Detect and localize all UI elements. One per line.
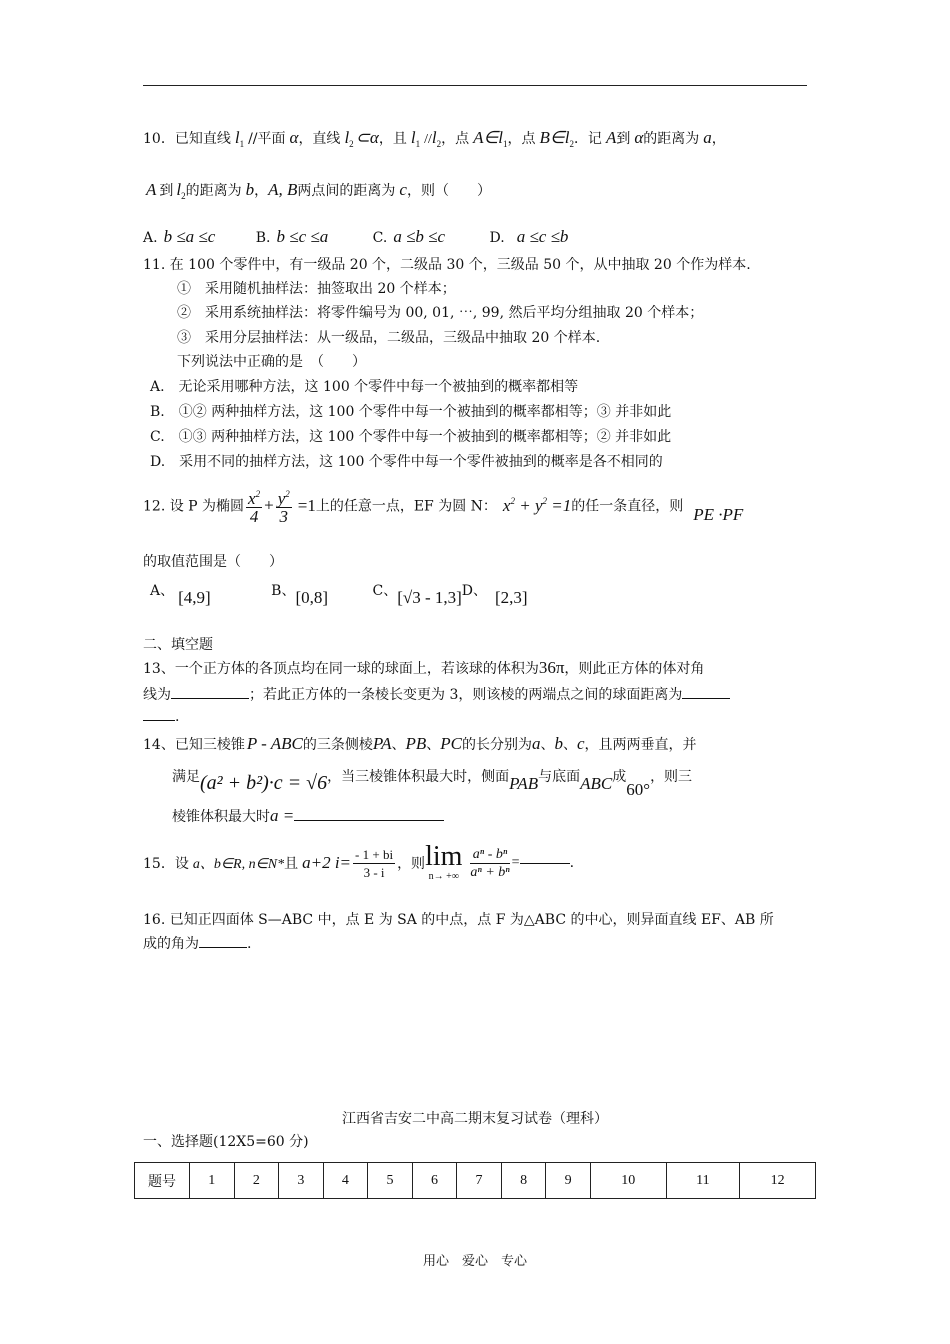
q10-math: ⊂α [355, 128, 379, 147]
q15-text: 且 [284, 856, 299, 872]
question-11-method-1: ① 采用随机抽样法：抽签取出 20 个样本； [177, 281, 456, 297]
option-c: [√3 - 1,3] [397, 588, 462, 607]
q14-math: (a² + b²)·c = √6 [200, 772, 328, 794]
fraction-x [246, 486, 262, 525]
table-cell[interactable]: 2 [234, 1163, 279, 1199]
q14-text: 满足 [172, 769, 200, 785]
table-cell[interactable]: 1 [190, 1163, 235, 1199]
q10-math: a [703, 128, 712, 147]
question-11-option-c: C. ①③ 两种抽样方法，这 100 个零件中每一个被抽到的概率都相等；② 并非如此 [150, 429, 672, 445]
q14-text: 14、已知三棱锥 [143, 737, 245, 753]
question-10-line-2 [146, 180, 491, 201]
table-cell[interactable]: 10 [590, 1163, 666, 1199]
q10-text: 的距离为 [185, 183, 242, 199]
option-a: [4,9] [178, 588, 211, 607]
q12-math: 2 [542, 495, 547, 506]
q15-text: . [569, 855, 575, 871]
q12-math: x [502, 495, 511, 515]
q10-math: 1 [503, 139, 508, 149]
table-header-cell: 题号 [135, 1163, 190, 1199]
table-row [135, 1163, 816, 1199]
question-16-line-1: 16. 已知正四面体 S—ABC 中，点 E 为 SA 的中点，点 F 为△ABC 的中心，则异面直线 EF、AB 所 [143, 912, 774, 928]
question-11-option-d: D. 采用不同的抽样方法，这 100 个零件中每一个零件被抽到的概率是各不相同的 [150, 454, 663, 470]
q10-text: ， [711, 131, 726, 147]
q14-text: ，当三棱锥体积最大时，侧面 [327, 769, 510, 785]
q10-math: B∈l [539, 128, 570, 147]
option-a-label: A. [143, 230, 158, 246]
q10-text: 10．已知直线 [143, 131, 231, 147]
q14-text: 、 [426, 737, 441, 753]
question-11-option-a: A. 无论采用哪种方法，这 100 个零件中每一个被抽到的概率都相等 [150, 379, 579, 395]
q14-math: ABC [580, 774, 613, 793]
answer-blank[interactable] [682, 698, 730, 699]
q14-math: PAB [509, 774, 539, 793]
option-b-label: B. [255, 230, 271, 246]
q10-text: ，点 [441, 131, 470, 147]
q12-math: 2 [255, 489, 261, 499]
q16-text: . [247, 936, 252, 952]
q10-math: b [245, 180, 255, 199]
table-cell[interactable]: 7 [457, 1163, 502, 1199]
q10-math: A [146, 180, 157, 199]
option-b: b ≤c ≤a [276, 227, 329, 246]
q10-math: A, B [268, 180, 298, 199]
q14-text: ，且两两垂直，并 [584, 737, 697, 753]
q15-text: ，则 [397, 856, 426, 872]
answer-blank[interactable] [294, 820, 444, 821]
q10-math: A∈l [473, 128, 504, 147]
table-cell[interactable]: 11 [666, 1163, 739, 1199]
table-cell[interactable]: 6 [412, 1163, 457, 1199]
q14-math: b [554, 734, 563, 753]
q13-text: 线为 [143, 687, 171, 703]
option-c-label: C、 [372, 583, 398, 599]
q14-text: 棱锥体积最大时 [172, 809, 270, 825]
q14-math: a = [270, 806, 295, 825]
answer-table [134, 1162, 816, 1199]
q12-text: 12. 设 P 为椭圆 [143, 498, 245, 515]
q10-text: ， [254, 183, 269, 199]
q10-text: ，则（ ） [406, 183, 491, 199]
question-14-line-2 [172, 766, 692, 800]
q10-text: 的距离为 [643, 131, 700, 147]
table-cell[interactable]: 4 [323, 1163, 368, 1199]
q14-text: 、 [391, 737, 406, 753]
q15-math: 3 - i [363, 864, 385, 880]
header-rule [143, 85, 807, 86]
q15-math: a+2 i= [302, 853, 352, 872]
q10-text: ，点 [507, 131, 536, 147]
question-11-option-b: B. ①② 两种抽样方法，这 100 个零件中每一个被抽到的概率都相等；③ 并非如此 [150, 404, 672, 420]
q12-math: + y [514, 495, 543, 515]
q10-math: l [234, 128, 240, 147]
q15-math: - 1 + bi [355, 846, 394, 862]
q14-text: 、 [562, 737, 577, 753]
question-14-line-3 [172, 806, 444, 826]
q15-math: n→ +∞ [428, 871, 459, 882]
q10-math: A [605, 128, 617, 147]
question-12-line-1 [143, 486, 743, 525]
question-12-line-2: 的取值范围是（ ） [143, 554, 283, 570]
q15-text: 15．设 [143, 856, 189, 872]
q13-text: ，则此正方体的体对角 [564, 661, 705, 677]
q12-math: 4 [249, 507, 259, 526]
q14-math: a [531, 734, 541, 753]
q14-text: 、 [540, 737, 555, 753]
answer-blank[interactable] [171, 698, 249, 699]
q12-math: y [277, 489, 286, 508]
option-d: [2,3] [495, 588, 528, 607]
q10-math: 2 [436, 139, 442, 149]
q10-math: 1 [239, 139, 245, 149]
table-cell[interactable]: 3 [279, 1163, 324, 1199]
option-a: b ≤a ≤c [163, 227, 216, 246]
footer: 用心 爱心 专心 [422, 1254, 527, 1269]
q10-math: // [424, 132, 432, 147]
fraction-limit [470, 846, 509, 881]
q12-math: x [248, 489, 256, 508]
table-cell[interactable]: 8 [501, 1163, 546, 1199]
q13-math: 36π [538, 658, 565, 677]
q10-math: 2 [181, 191, 186, 201]
q10-math: l [176, 180, 182, 199]
option-b-label: B、 [271, 583, 296, 599]
option-b: [0,8] [295, 588, 329, 607]
question-16-line-2 [143, 933, 251, 953]
question-13-line-2 [143, 684, 730, 704]
question-11-ask: 下列说法中正确的是 （ ） [177, 354, 366, 370]
question-12-options [150, 580, 528, 608]
question-11-method-3: ③ 采用分层抽样法：从一级品，二级品，三级品中抽取 20 个样本. [177, 330, 601, 346]
q10-math: 1 [415, 139, 421, 149]
q12-math: 2 [510, 495, 515, 506]
q12-math: 3 [279, 507, 288, 526]
q12-math: =1 [297, 495, 316, 515]
q10-text: ，且 [378, 131, 407, 147]
q14-text: ，则三 [650, 769, 693, 785]
question-15 [143, 843, 574, 883]
option-c-label: C. [372, 230, 388, 246]
q14-math: PC [440, 734, 462, 753]
q10-text: 到 [159, 183, 174, 199]
limit [425, 843, 462, 883]
q14-text: 与底面 [538, 769, 581, 785]
q14-math: PB [405, 734, 427, 753]
answer-blank[interactable] [520, 863, 570, 864]
q12-math: + [264, 495, 274, 515]
q14-math: c [576, 734, 585, 753]
q10-math: α [289, 128, 299, 147]
q12-text: 上的任意一点，EF 为圆 N： [315, 498, 497, 515]
question-10-line-1 [143, 128, 726, 149]
question-14-line-1 [143, 734, 697, 754]
fraction-y [276, 486, 292, 525]
q12-text: 的任一条直径，则 [571, 498, 684, 515]
question-13-line-3 [143, 709, 179, 725]
q15-math: aⁿ - bⁿ [470, 846, 509, 864]
q14-math: P - ABC [246, 734, 303, 753]
q10-text: 到 [616, 131, 631, 147]
question-10-options [143, 227, 568, 247]
q15-math: = [511, 855, 520, 870]
q10-math: l [410, 128, 416, 147]
q12-math: PE ·PF [693, 504, 744, 524]
q10-math: l [344, 128, 350, 147]
section-2-heading: 二、填空题 [143, 637, 213, 653]
q10-text: ．记 [573, 131, 602, 147]
table-cell[interactable]: 9 [546, 1163, 591, 1199]
q14-text: 的三条侧棱 [302, 737, 373, 753]
q14-math: PA [372, 734, 392, 753]
q12-math: 2 [285, 489, 290, 499]
q15-math: a、b∈R, n∈N* [192, 857, 285, 872]
q15-math: lim [425, 841, 463, 872]
q10-text: 两点间的距离为 [297, 183, 396, 199]
table-cell[interactable]: 5 [368, 1163, 413, 1199]
q13-text: . [175, 709, 180, 725]
option-a-label: A、 [150, 583, 175, 599]
question-11-stem: 11. 在 100 个零件中，有一级品 20 个，二级品 30 个，三级品 50 个，从中抽取 20 个作为样本. [143, 257, 751, 273]
section-1-heading: 一、选择题(12X5=60 分) [143, 1134, 309, 1150]
q10-math: c [399, 180, 407, 199]
option-d: a ≤c ≤b [516, 227, 569, 246]
answer-blank[interactable] [199, 947, 247, 948]
option-c: a ≤b ≤c [393, 227, 446, 246]
question-11-method-2: ② 采用系统抽样法：将零件编号为 00, 01, ⋯, 99, 然后平均分组抽取 20 个样本； [177, 305, 704, 321]
q14-text: 成 [612, 769, 627, 785]
q14-text: 的长分别为 [461, 737, 532, 753]
q13-text: ；若此正方体的一条棱长变更为 3，则该棱的两端点之间的球面距离为 [249, 687, 683, 703]
q13-text: 13、一个正方体的各顶点均在同一球的球面上，若该球的体积为 [143, 661, 539, 677]
q10-text: ，直线 [298, 131, 341, 147]
q12-math: =1 [547, 495, 572, 515]
option-d-label: D. [489, 230, 505, 246]
q10-math: 2 [349, 139, 354, 149]
q16-text: 成的角为 [143, 936, 199, 952]
question-13-line-1 [143, 658, 704, 678]
circle-equation [503, 496, 571, 515]
q15-math: aⁿ + bⁿ [470, 864, 510, 880]
exam-title: 江西省吉安二中高二期末复习试卷（理科） [342, 1111, 608, 1127]
q10-text: //平面 [248, 131, 286, 147]
fraction-complex [353, 846, 395, 881]
q10-math: α [634, 128, 644, 147]
answer-blank[interactable] [143, 720, 175, 721]
q10-math: 2 [569, 139, 574, 149]
option-d-label: D、 [461, 583, 488, 599]
table-cell[interactable]: 12 [740, 1163, 816, 1199]
q14-math: 60° [626, 780, 651, 799]
q10-math: l [431, 128, 437, 147]
